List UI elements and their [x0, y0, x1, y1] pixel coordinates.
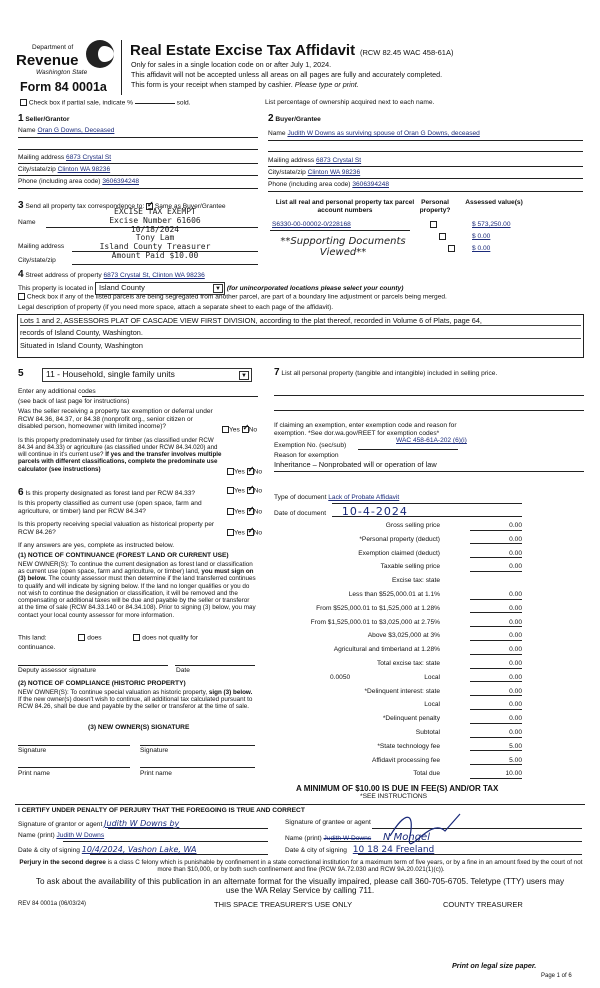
notice1-body-c: The county assessor must then determine if the land transferred continues to qualify and will indicate by signing below. If the land no longer qualifies or you do not wish to continue the designation or classification, it will be removed and the compensating or additional taxes will be due and payable by the seller or transferor at the time of sale (RCW 84.33.140 or 84.34.108). Prior to signing (3) below, you may contact your local county assessor for more information. — [18, 575, 256, 619]
exemption-wac[interactable]: WAC 458-61A-202 (6)(i) — [396, 437, 467, 444]
grantee-signature-scribble — [382, 806, 465, 846]
seller-phone-value[interactable]: 3606394248 — [102, 178, 139, 185]
notice2-body-c: If the new owner(s) doesn't wish to continue, all additional tax calculated pursuant to RCW 84.26, shall be due and payable by the seller or transferor at the time of sale. — [18, 696, 253, 711]
calc-row-label: Less than $525,000.01 at 1.1% — [348, 591, 440, 598]
grantor-name-row — [18, 832, 104, 840]
section7-num: 7 — [274, 367, 280, 378]
revenue-wordmark: Revenue — [16, 52, 79, 69]
stamp-line-3: 10/18/2024 — [130, 224, 180, 234]
calc-row-label: *Delinquent interest: state — [364, 687, 440, 695]
grantee-signature-label: Signature of grantee or agent — [285, 819, 371, 826]
calc-row-label: Exemption claimed (deduct) — [358, 549, 440, 557]
historic-yes-label: Yes — [234, 529, 245, 537]
treasurer-stamp — [85, 208, 225, 261]
partial-sale-label: Check box if partial sale, indicate % — [28, 99, 133, 107]
seller-mailing-label: Mailing address — [18, 154, 65, 161]
section5-q2b: If yes and the transfer involves multiple parcels with different classifications, complete the predominate use calculator (see instructions) — [18, 451, 222, 473]
q2-yes-checkbox[interactable] — [227, 468, 234, 475]
deputy-date-label: Date — [176, 667, 190, 674]
section3-city-label: City/state/zip — [18, 257, 56, 264]
header-note-3a: This form is your receipt when stamped by cashier. — [131, 80, 293, 89]
perjury-note — [14, 859, 588, 873]
assessed-value-1[interactable]: $ 573,250.00 — [472, 221, 511, 228]
chevron-down-icon[interactable]: ▼ — [213, 284, 223, 293]
doc-type-row — [274, 494, 399, 502]
forest-yes-checkbox[interactable] — [227, 487, 234, 494]
q1-yes-checkbox[interactable] — [222, 426, 229, 433]
seller-phone-label: Phone (including area code) — [18, 178, 101, 185]
section6-num: 6 — [18, 487, 24, 498]
seller-name-row — [18, 127, 258, 135]
supporting-docs-stamp: **Supporting Documents Viewed** — [280, 236, 406, 258]
calc-row-value[interactable]: 0.00 — [470, 632, 522, 640]
header-note-3 — [131, 81, 359, 89]
historic-yes-checkbox[interactable] — [227, 529, 234, 536]
this-land-label: This land: — [18, 634, 47, 642]
q2-no-label: No — [253, 468, 263, 476]
does-not-checkbox[interactable] — [133, 634, 140, 641]
does-not-label: does not qualify for — [142, 634, 198, 642]
buyer-mailing-label: Mailing address — [268, 157, 315, 164]
revenue-swoosh-icon — [86, 40, 114, 68]
new-owner-sig-2: Signature — [140, 747, 169, 754]
seller-name-label: Name — [18, 127, 36, 134]
buyer-city-value[interactable]: Clinton WA 98236 — [307, 169, 361, 176]
calc-row-value[interactable]: 0.00 — [470, 563, 522, 571]
calc-row-label: *Personal property (deduct) — [359, 535, 440, 543]
located-label: This property is located in — [18, 285, 94, 292]
use-code-select[interactable] — [42, 368, 252, 382]
county-selected: Island County — [98, 283, 145, 292]
calc-row-value[interactable]: 0.00 — [470, 619, 522, 627]
rev-number: REV 84 0001a (06/03/24) — [18, 901, 87, 907]
grantee-name-label: Name (print) — [285, 835, 322, 842]
grantor-name-value[interactable]: Judith W Downs — [56, 832, 105, 839]
calc-row-label: Affidavit processing fee — [371, 756, 440, 764]
partial-sold-label: sold. — [176, 99, 191, 107]
form-title — [130, 42, 453, 59]
section6-q1-text: Is this property designated as forest land per RCW 84.33? — [25, 490, 196, 497]
q1-no-checkbox[interactable] — [242, 426, 249, 433]
q1-yes-label: Yes — [229, 426, 240, 434]
seller-city-value[interactable]: Clinton WA 98236 — [57, 166, 111, 173]
section6-q2-answers — [227, 508, 262, 516]
q2-no-checkbox[interactable] — [247, 468, 254, 475]
calc-row-label: Gross selling price — [385, 522, 440, 529]
legal-line-3: Situated in Island County, Washington — [20, 340, 143, 350]
notice3-title: (3) NEW OWNER(S) SIGNATURE — [88, 724, 190, 731]
personal-checkbox-2[interactable] — [439, 233, 446, 240]
calc-row-value[interactable]: 5.00 — [470, 757, 522, 765]
calc-row-label: Subtotal — [415, 729, 440, 736]
calc-row-label: Taxable selling price — [380, 563, 440, 571]
notice2-body-b: sign (3) below. — [208, 689, 253, 696]
seller-heading-label: Seller/Grantor — [25, 116, 70, 123]
notice2-body — [18, 689, 256, 711]
buyer-name-row — [268, 130, 480, 138]
doc-type-label: Type of document — [274, 494, 327, 501]
section3-num: 3 — [18, 200, 24, 211]
additional-codes-label: Enter any additional codes — [18, 388, 96, 395]
calc-row-label: From $1,525,000.01 to $3,025,000 at 2.75% — [310, 618, 440, 626]
seller-phone-row — [18, 178, 139, 186]
buyer-heading-label: Buyer/Grantee — [275, 116, 321, 123]
doc-type-value[interactable]: Lack of Probate Affidavit — [328, 494, 400, 501]
parcel-header: List all real and personal property tax parcel account numbers — [275, 199, 415, 214]
forest-no-checkbox[interactable] — [247, 487, 254, 494]
grantee-signature[interactable]: N Mongel — [382, 832, 430, 843]
calc-row-label: Excise tax: state — [391, 577, 440, 585]
deputy-signature-label: Deputy assessor signature — [18, 667, 97, 674]
calc-row-label: Above $3,025,000 at 3% — [367, 632, 440, 640]
dept-of-label: Department of — [32, 44, 74, 51]
rcw-text: (RCW 82.45 WAC 458-61A) — [359, 48, 454, 57]
legal-description-box[interactable] — [17, 314, 584, 358]
does-label: does — [87, 634, 102, 642]
calc-row-label: Local — [424, 673, 440, 681]
forest-no-label: No — [253, 487, 263, 495]
stamp-line-4: Tony Lam — [135, 233, 175, 243]
use-code-selected: 11 - Household, single family units — [46, 369, 175, 379]
buyer-name-label: Name — [268, 130, 286, 137]
perjury-bold: Perjury in the second degree — [19, 859, 106, 866]
legal-label: Legal description of property (if you need more space, attach a separate sheet to each page of the affidavit). — [18, 304, 334, 311]
section4-num: 4 — [18, 269, 24, 280]
personal-header: Personal property? — [419, 199, 451, 214]
located-note: (for unincorporated locations please select your county) — [226, 285, 404, 292]
notice1-body — [18, 561, 256, 619]
ownership-note: List percentage of ownership acquired next to each name. — [265, 99, 435, 106]
seller-city-label: City/state/zip — [18, 166, 56, 173]
calc-row-value[interactable]: 10.00 — [470, 770, 522, 778]
personal-checkbox-3[interactable] — [448, 245, 455, 252]
see-back-label: (see back of last page for instructions) — [18, 398, 130, 405]
calc-row-value[interactable]: 0.00 — [470, 674, 522, 682]
parcel-number-1[interactable]: S6330-00-00002-0/228168 — [272, 221, 351, 228]
local-rate: 0.0050 — [330, 673, 351, 681]
buyer-phone-label: Phone (including area code) — [268, 181, 351, 188]
seller-city-row — [18, 166, 110, 174]
segregated-checkbox[interactable] — [18, 293, 25, 300]
calc-row-value[interactable]: 0.00 — [470, 729, 522, 737]
seller-mailing-value[interactable]: 6873 Crystal St — [66, 154, 112, 161]
notice1-title: (1) NOTICE OF CONTINUANCE (FOREST LAND OR CURRENT USE) — [18, 552, 229, 559]
certify-heading: I CERTIFY UNDER PENALTY OF PERJURY THAT THE FOREGOING IS TRUE AND CORRECT — [18, 807, 305, 814]
reason-value[interactable]: Inheritance – Nonprobated will or operation of law — [274, 460, 437, 469]
assessed-value-2[interactable]: $ 0.00 — [472, 233, 491, 240]
section5-q2 — [18, 437, 224, 473]
calc-row-value[interactable]: 5.00 — [470, 743, 522, 751]
segregated-row — [18, 293, 447, 301]
if-any-yes: If any answers are yes, complete as instructed below. — [18, 542, 175, 549]
buyer-mailing-value[interactable]: 6873 Crystal St — [316, 157, 362, 164]
assessed-header: Assessed value(s) — [465, 199, 523, 206]
calc-row-value[interactable]: 0.00 — [470, 522, 522, 530]
partial-sale-checkbox[interactable] — [20, 99, 27, 106]
section5-q1-answers — [222, 426, 257, 434]
stamp-line-5: Island County Treasurer — [99, 242, 211, 252]
this-land-row — [18, 634, 198, 642]
section3-mailing-label: Mailing address — [18, 243, 65, 250]
buyer-phone-row — [268, 181, 389, 189]
grantor-name-label: Name (print) — [18, 832, 55, 839]
calc-row-value[interactable]: 0.00 — [470, 715, 522, 723]
grantor-signature-label: Signature of grantor or agent — [18, 821, 103, 828]
header-note-1: Only for sales in a single location code on or after July 1, 2024. — [131, 60, 332, 69]
forest-yes-label: Yes — [234, 487, 245, 495]
header-divider — [121, 40, 122, 95]
new-owner-print-1: Print name — [18, 770, 50, 777]
seller-num: 1 — [18, 113, 24, 124]
calc-row-value[interactable]: 0.00 — [470, 688, 522, 696]
calc-row-value[interactable]: 0.00 — [470, 536, 522, 544]
header-note-2: This affidavit will not be accepted unless all areas on all pages are fully and accurately completed. — [131, 70, 443, 79]
calc-row-label: Agricultural and timberland at 1.28% — [333, 646, 440, 654]
alt-format-note: To ask about the availability of this publication in an alternate format for the visually impaired, please call 360-705-6705. Teletype (TTY) users may use the WA Relay Service by calling 711. — [35, 877, 565, 896]
section6-q2: Is this property classified as current use (open space, farm and agriculture, or timber) land per RCW 84.34? — [18, 500, 202, 515]
legal-line-1: Lots 1 and 2, ASSESSORS PLAT OF CASCADE VIEW FIRST DIVISION, according to the plat thereof, recorded in Volume 6 of Plats, page 64, — [20, 317, 581, 326]
section6-q1-answers — [227, 487, 262, 495]
seller-name-value[interactable]: Oran G Downs, Deceased — [37, 127, 115, 134]
stamp-line-2: Excise Number 61606 — [109, 215, 201, 225]
buyer-mailing-row — [268, 157, 361, 165]
does-checkbox[interactable] — [78, 634, 85, 641]
legal-paper-note: Print on legal size paper. — [452, 961, 537, 970]
seller-heading — [18, 113, 69, 125]
section5-q2-answers — [227, 468, 262, 476]
section6-q3: Is this property receiving special valuation as historical property per RCW 84.26? — [18, 521, 215, 536]
same-as-buyer-label: Same as Buyer/Grantee — [154, 203, 226, 210]
stamp-line-6: Amount Paid $10.00 — [111, 250, 199, 260]
q2-yes-label: Yes — [234, 468, 245, 476]
assessed-value-3[interactable]: $ 0.00 — [472, 245, 491, 252]
minimum-fee-note: A MINIMUM OF $10.00 IS DUE IN FEE(S) AND/OR TAX — [296, 784, 499, 793]
notice1-body-a: NEW OWNER(S): To continue the current designation as forest land or classification as current use (open space, farm and agriculture, or timber) land, — [18, 561, 253, 576]
grantor-date-label: Date & city of signing — [18, 847, 80, 854]
exemption-no-label: Exemption No. (sec/sub) — [274, 442, 347, 449]
stamp-line-1: EXCISE TAX EXEMPT — [114, 207, 196, 216]
calc-row-label: *State technology fee — [377, 742, 440, 750]
buyer-name-value[interactable]: Judith W Downs as surviving spouse of Oran G Downs, deceased — [287, 130, 480, 137]
calc-row-label: From $525,000.01 to $1,525,000 at 1.28% — [316, 604, 440, 612]
title-text: Real Estate Excise Tax Affidavit — [130, 42, 356, 59]
partial-sale-row — [20, 99, 191, 107]
grantee-date-value[interactable]: 10 18 24 Freeland — [352, 845, 435, 855]
doc-date-label: Date of document — [274, 510, 327, 517]
continuance-label: continuance. — [18, 644, 56, 651]
section5-q2a: Is this property predominately used for timber (as classified under RCW 84.34 and 84.33) or agriculture (as classified under RCW 84.34.020) and will continue in it's current use? — [18, 437, 218, 459]
header-note-3b: Please type or print. — [294, 80, 359, 89]
calc-row-value[interactable]: 0.00 — [470, 550, 522, 558]
buyer-num: 2 — [268, 113, 274, 124]
grantor-signature[interactable]: Judith W Downs by — [104, 819, 180, 828]
see-instructions: *SEE INSTRUCTIONS — [360, 793, 428, 800]
street-row — [18, 269, 205, 281]
calc-row-label: Total excise tax: state — [376, 660, 440, 667]
historic-no-label: No — [253, 529, 263, 537]
perjury-text: is a class C felony which is punishable by confinement in a state correctional institution for a maximum term of five years, or by a fine in an amount fixed by the court of not more than $10,000, or by both such confinement and fine (RCW 9A.72.030 and RCW 9A.20.021(1)(c)). — [107, 859, 583, 874]
section5-num: 5 — [18, 368, 24, 379]
section7-label: List all personal property (tangible and intangible) included in selling price. — [281, 370, 498, 377]
calc-row-value[interactable]: 0.00 — [470, 605, 522, 613]
current-use-no-label: No — [253, 508, 263, 516]
seller-mailing-row — [18, 154, 111, 162]
current-use-yes-label: Yes — [234, 508, 245, 516]
notice2-body-a: NEW OWNER(S): To continue special valuation as historic property, — [18, 689, 208, 696]
buyer-city-label: City/state/zip — [268, 169, 306, 176]
q1-no-label: No — [248, 426, 258, 434]
calc-row-value[interactable]: 0.00 — [470, 646, 522, 654]
calc-row-value[interactable]: 0.00 — [470, 660, 522, 668]
new-owner-print-2: Print name — [140, 770, 172, 777]
county-treasurer: COUNTY TREASURER — [443, 900, 523, 909]
grantee-date-label: Date & city of signing — [285, 847, 347, 854]
page-number: Page 1 of 6 — [541, 973, 572, 979]
calc-row-value[interactable]: 0.00 — [470, 701, 522, 709]
current-use-no-checkbox[interactable] — [247, 508, 254, 515]
calc-row-label: Total due — [413, 770, 440, 778]
section5-q1: Was the seller receiving a property tax exemption or deferral under RCW 84.36, 84.37, or 84.38 (nonprofit org., senior citizen or disabled person, homeowner with limited income)? — [18, 408, 213, 431]
buyer-phone-value[interactable]: 3606394248 — [352, 181, 389, 188]
street-value[interactable]: 6873 Crystal St, Clinton WA 98236 — [103, 272, 205, 279]
calc-row-value[interactable]: 0.00 — [470, 591, 522, 599]
chevron-down-icon[interactable]: ▼ — [239, 371, 249, 380]
section3-name-label: Name — [18, 219, 36, 226]
exemption-label: If claiming an exemption, enter exemption code and reason for exemption. *See dor.wa.gov/REET for exemption codes* — [274, 422, 457, 437]
washington-state-label: Washington State — [36, 69, 88, 76]
segregated-label: Check box if any of the listed parcels are being segregated from another parcel, are part of a boundary line adjustment or parcels being merged. — [26, 293, 447, 301]
buyer-city-row — [268, 169, 360, 177]
form-number: Form 84 0001a — [20, 80, 107, 94]
new-owner-sig-1: Signature — [18, 747, 47, 754]
section7-row — [274, 367, 574, 379]
current-use-yes-checkbox[interactable] — [227, 508, 234, 515]
supporting-docs-text: Supporting Documents Viewed — [290, 236, 406, 258]
treasurer-use: THIS SPACE TREASURER'S USE ONLY — [214, 900, 353, 909]
section3-label: Send all property tax correspondence to: — [25, 203, 145, 210]
grantor-date-value[interactable]: 10/4/2024, Vashon Lake, WA — [81, 845, 197, 854]
notice1-body-b: you must sign on (3) below. — [18, 568, 254, 583]
personal-checkbox-1[interactable] — [430, 221, 437, 228]
notice2-title: (2) NOTICE OF COMPLIANCE (HISTORIC PROPERTY) — [18, 680, 186, 687]
section6-q1 — [18, 487, 228, 499]
street-label: Street address of property — [25, 272, 102, 279]
grantee-signature-row — [285, 819, 371, 827]
buyer-heading — [268, 113, 321, 125]
grantee-name-value[interactable]: Judith W Downs — [323, 835, 372, 842]
section5-row — [18, 368, 24, 380]
reason-label: Reason for exemption — [274, 452, 339, 459]
calc-row-label: Local — [424, 701, 440, 709]
calc-row-label: *Delinquent penalty — [382, 715, 440, 723]
doc-date-value[interactable]: 10-4-2024 — [341, 505, 408, 518]
legal-line-2: records of Island County, Washington. — [20, 329, 581, 338]
